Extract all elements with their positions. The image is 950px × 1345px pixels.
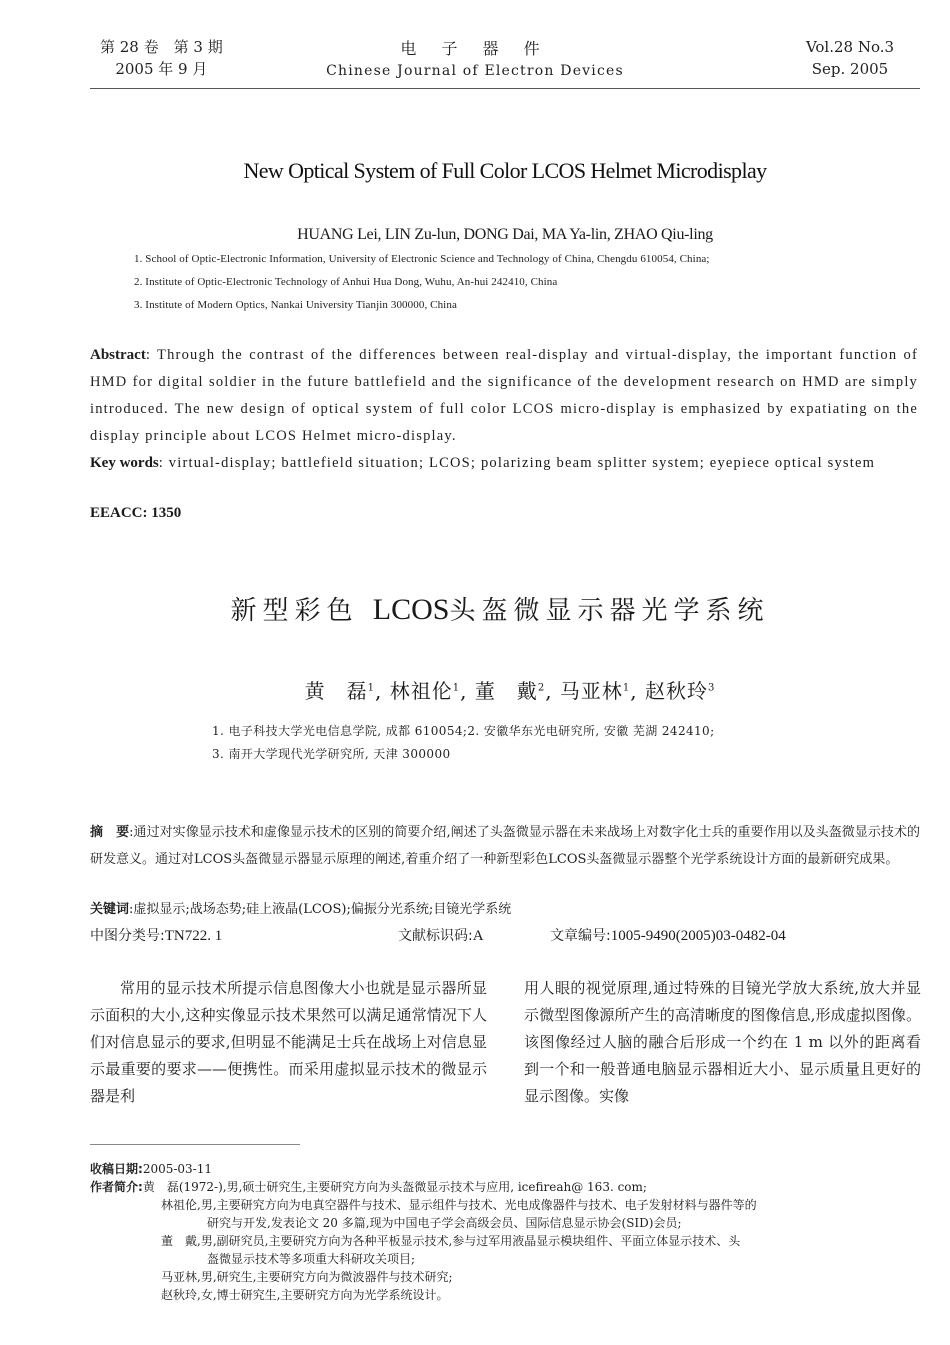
chinese-title-part-b: 头盔微显示器光学系统 (449, 596, 770, 626)
author-bio: 林祖伦,男,主要研究方向为电真空器件与技术、显示组件与技术、光电成像器件与技术、电子发射材料与器件等的 (161, 1198, 757, 1212)
eeacc-code: EEACC: 1350 (90, 505, 182, 521)
author-bio: 马亚林,男,研究生,主要研究方向为微波器件与技术研究; (161, 1270, 453, 1284)
english-authors: HUANG Lei, LIN Zu-lun, DONG Dai, MA Ya-lin, ZHAO Qiu-ling (297, 226, 713, 243)
abstract-text: : Through the contrast of the differences between real-display and virtual-display, the important function of HMD for digital soldier in the future battlefield and the significance of the development research on HMD are simply introduced. The new design of optical system of full color LCOS micro-display is emphasized by expatiating on the display principle about LCOS Helmet micro-display. (90, 347, 918, 444)
abstract-label: Abstract (90, 347, 146, 363)
article-number-label: 文章编号: (550, 928, 611, 944)
received-date: 2005-03-11 (142, 1162, 212, 1176)
author-name: 赵秋玲 (645, 679, 708, 703)
author-name: 林祖伦 (389, 679, 453, 703)
chinese-abstract-text: :通过对实像显示技术和虚像显示技术的区别的简要介绍,阐述了头盔微显示器在未来战场上对数字化士兵的重要作用以及头盔微显示技术的研发意义。通过对LCOS头盔微显示器显示原理的阐述,着重介绍了一种新型彩色LCOS头盔微显示器整个光学系统设计方面的最新研究成果。 (90, 825, 920, 867)
author-bio: 研究与开发,发表论文 20 多篇,现为中国电子学会高级会员、国际信息显示协会(SID)会员; (207, 1216, 682, 1230)
chinese-title-part-a: 新型彩色 (230, 596, 359, 626)
clc-label: 中图分类号: (90, 928, 165, 944)
author-bio-row (90, 1178, 925, 1196)
article-number (550, 925, 786, 945)
keywords-label: Key words (90, 455, 159, 471)
english-title: New Optical System of Full Color LCOS Helmet Microdisplay (243, 158, 767, 183)
english-affiliation: 2. Institute of Optic-Electronic Technology of Anhui Hua Dong, Wuhu, An-hui 242410, China (134, 276, 558, 288)
keywords-text: : virtual-display; battlefield situation; LCOS; polarizing beam splitter system; eyepiece optical system (158, 455, 876, 471)
header-volume-block (100, 36, 223, 80)
chinese-keywords-label: 关键词 (90, 902, 130, 917)
journal-title-en: Chinese Journal of Electron Devices (326, 63, 624, 79)
document-code-label: 文献标识码: (398, 928, 473, 944)
author-bio: 赵秋玲,女,博士研究生,主要研究方向为光学系统设计。 (161, 1288, 449, 1302)
chinese-title (0, 590, 950, 627)
footnote-block (90, 1160, 925, 1304)
chinese-authors: 黄 磊$^1$, 林祖伦$^1$, 董 戴$^2$, 马亚林$^1$, 赵秋玲$^3$ (304, 679, 716, 703)
chinese-abstract (90, 819, 920, 873)
document-code (398, 925, 484, 945)
footnote-divider (90, 1144, 300, 1145)
english-affiliation: 1. School of Optic-Electronic Information, University of Electronic Science and Technology of China, Chengdu 610054, China; (134, 253, 710, 265)
header-date-cn: 2005 年 9 月 (115, 60, 208, 78)
body-column-left: 常用的显示技术所提示信息图像大小也就是显示器所显示面积的大小,这种实像显示技术果然可以满足通常情况下人们对信息显示的要求,但明显不能满足士兵在战场上对信息显示最重要的要求——便携性。而采用虚拟显示技术的微显示器是利 (90, 979, 487, 1105)
header-volume-en-block (780, 36, 920, 80)
received-date-row (90, 1160, 925, 1178)
header-volume-cn: 第 28 卷 第 3 期 (100, 38, 223, 56)
chinese-affiliation: 3. 南开大学现代光学研究所, 天津 300000 (212, 747, 451, 761)
author-affil-mark: 1 (367, 682, 375, 694)
body-column-right: 用人眼的视觉原理,通过特殊的目镜光学放大系统,放大并显示微型图像源所产生的高清晰度的图像信息,形成虚拟图像。该图像经过人脑的融合后形成一个约在 1 m 以外的距离看到一个和一般普通电脑显示器相近大小、显示质量且更好的显示图像。实像 (524, 979, 921, 1105)
document-code-value: A (472, 928, 484, 944)
author-name: 董 戴 (474, 679, 538, 703)
author-name: 黄 磊 (304, 679, 368, 703)
article-number-value: 1005-9490(2005)03-0482-04 (610, 928, 786, 944)
author-affil-mark: 3 (708, 682, 716, 694)
header-journal-block (300, 38, 650, 82)
english-keywords (90, 450, 918, 477)
chinese-keywords-text: :虚拟显示;战场态势;硅上液晶(LCOS);偏振分光系统;目镜光学系统 (129, 902, 512, 917)
author-affil-mark: 1 (452, 682, 461, 694)
header-volume-en: Vol.28 No.3 (805, 38, 895, 56)
journal-title-cn: 电 子 器 件 (400, 39, 550, 58)
author-bio: 黄 磊(1972-),男,硕士研究生,主要研究方向为头盔微显示技术与应用, icefireah@ 163. com; (142, 1180, 647, 1194)
clc-number (90, 925, 222, 945)
chinese-abstract-label: 摘 要 (90, 825, 130, 840)
author-name: 马亚林 (559, 679, 623, 703)
author-bio: 盔微显示技术等多项重大科研攻关项目; (207, 1252, 416, 1266)
header-date-en: Sep. 2005 (811, 60, 889, 78)
author-affil-mark: 2 (537, 682, 546, 694)
english-affiliation: 3. Institute of Modern Optics, Nankai University Tianjin 300000, China (134, 299, 457, 311)
header-divider (90, 88, 920, 89)
chinese-title-latin: LCOS (372, 593, 450, 626)
chinese-affiliation: 1. 电子科技大学光电信息学院, 成都 610054;2. 安徽华东光电研究所, 安徽 芜湖 242410; (212, 724, 715, 738)
received-label: 收稿日期: (90, 1162, 143, 1176)
chinese-keywords (90, 898, 511, 917)
clc-value: TN722. 1 (164, 928, 223, 944)
bio-label: 作者简介: (90, 1180, 143, 1194)
author-affil-mark: 1 (622, 682, 631, 694)
english-abstract (90, 342, 918, 450)
author-bio: 董 戴,男,副研究员,主要研究方向为各种平板显示技术,参与过军用液晶显示模块组件、平面立体显示技术、头 (161, 1234, 741, 1248)
